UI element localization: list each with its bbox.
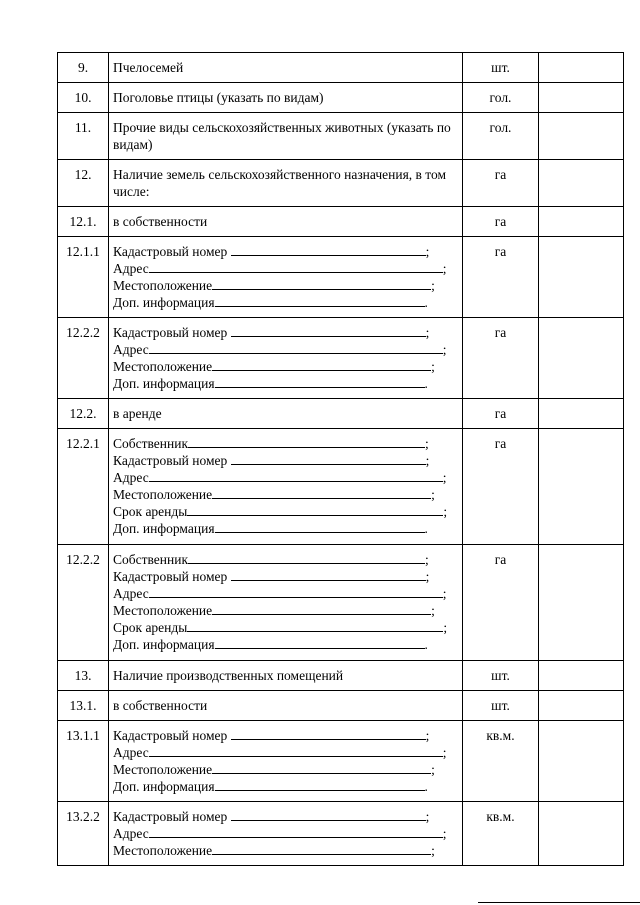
field-terminator: . [424, 376, 428, 391]
field-label: Местоположение [113, 843, 213, 858]
table-row [58, 83, 624, 113]
field-label: Срок аренды [113, 620, 188, 635]
row-unit: га [463, 429, 539, 545]
table-row [58, 429, 624, 545]
field-line [113, 486, 458, 503]
field-terminator: ; [425, 325, 430, 340]
field-terminator: ; [425, 453, 430, 468]
field-label: Адрес [113, 261, 149, 276]
field-line [113, 619, 458, 636]
fill-in-blank[interactable] [187, 503, 443, 516]
fill-in-blank[interactable] [149, 825, 443, 838]
row-value-cell[interactable] [539, 318, 624, 399]
field-line [113, 243, 458, 260]
row-value-cell[interactable] [539, 237, 624, 318]
table-row [58, 318, 624, 399]
fill-in-blank[interactable] [215, 375, 425, 388]
fill-in-blank[interactable] [231, 808, 426, 821]
row-number: 13.1.1 [58, 721, 109, 802]
table-row [58, 802, 624, 866]
row-number: 11. [58, 113, 109, 160]
table-row [58, 160, 624, 207]
table-row [58, 53, 624, 83]
field-line [113, 358, 458, 375]
field-terminator: ; [425, 728, 430, 743]
row-unit: шт. [463, 661, 539, 691]
fill-in-blank[interactable] [215, 520, 425, 533]
fill-in-blank[interactable] [215, 294, 425, 307]
field-line [113, 260, 458, 277]
row-value-cell[interactable] [539, 83, 624, 113]
field-terminator: ; [431, 843, 435, 858]
row-unit: гол. [463, 83, 539, 113]
field-line [113, 761, 458, 778]
row-unit: кв.м. [463, 802, 539, 866]
row-value-cell[interactable] [539, 721, 624, 802]
field-label: Доп. информация [113, 779, 215, 794]
row-number: 12.1.1 [58, 237, 109, 318]
field-label: Адрес [113, 826, 149, 841]
field-label: Местоположение [113, 359, 213, 374]
fill-in-blank[interactable] [231, 452, 426, 465]
field-terminator: ; [431, 278, 435, 293]
field-terminator: ; [442, 586, 447, 601]
fill-in-blank[interactable] [149, 260, 443, 273]
field-line [113, 294, 458, 311]
table-row [58, 721, 624, 802]
row-fields [109, 802, 463, 866]
field-line [113, 585, 458, 602]
field-terminator: ; [431, 359, 435, 374]
field-label: Адрес [113, 745, 149, 760]
field-line [113, 469, 458, 486]
field-line [113, 341, 458, 358]
field-label: Доп. информация [113, 295, 215, 310]
field-line [113, 324, 458, 341]
field-label: Адрес [113, 586, 149, 601]
field-label: Местоположение [113, 762, 213, 777]
row-unit: га [463, 318, 539, 399]
field-line [113, 435, 458, 452]
row-fields [109, 237, 463, 318]
fill-in-blank[interactable] [231, 324, 426, 337]
field-label: Доп. информация [113, 376, 215, 391]
field-label: Доп. информация [113, 521, 215, 536]
field-label: Кадастровый номер [113, 453, 228, 468]
row-unit: га [463, 160, 539, 207]
row-number: 13.2.2 [58, 802, 109, 866]
field-terminator: . [424, 295, 428, 310]
field-line [113, 825, 458, 842]
field-terminator: . [424, 637, 428, 652]
field-terminator: ; [442, 826, 447, 841]
field-line [113, 452, 458, 469]
fill-in-blank[interactable] [149, 469, 443, 482]
field-terminator: ; [425, 552, 429, 567]
fill-in-blank[interactable] [187, 619, 443, 632]
field-label: Кадастровый номер [113, 809, 228, 824]
row-unit: шт. [463, 691, 539, 721]
field-line [113, 551, 458, 568]
footer-rule [478, 902, 640, 903]
field-line [113, 568, 458, 585]
field-label: Кадастровый номер [113, 569, 228, 584]
field-label: Адрес [113, 470, 149, 485]
row-number: 13. [58, 661, 109, 691]
field-label: Срок аренды [113, 504, 188, 519]
field-terminator: ; [431, 487, 435, 502]
fill-in-blank[interactable] [215, 778, 425, 791]
field-label: Местоположение [113, 278, 213, 293]
table-row [58, 545, 624, 661]
field-label: Доп. информация [113, 637, 215, 652]
row-number: 13.1. [58, 691, 109, 721]
field-terminator: ; [442, 342, 447, 357]
field-terminator: ; [442, 470, 447, 485]
field-terminator: ; [443, 504, 448, 519]
table-row [58, 691, 624, 721]
fill-in-blank[interactable] [231, 243, 426, 256]
field-line [113, 727, 458, 744]
table-row [58, 113, 624, 160]
row-value-cell[interactable] [539, 160, 624, 207]
fill-in-blank[interactable] [149, 341, 443, 354]
row-value-cell[interactable] [539, 399, 624, 429]
field-label: Кадастровый номер [113, 728, 228, 743]
field-label: Собственник [113, 436, 189, 451]
row-value-cell[interactable] [539, 661, 624, 691]
row-number: 12.2.2 [58, 545, 109, 661]
table-row [58, 207, 624, 237]
field-terminator: ; [425, 244, 430, 259]
row-value-cell[interactable] [539, 53, 624, 83]
field-line [113, 778, 458, 795]
fill-in-blank[interactable] [212, 602, 431, 615]
row-description: в собственности [109, 207, 463, 237]
row-unit: га [463, 399, 539, 429]
row-value-cell[interactable] [539, 429, 624, 545]
field-line [113, 602, 458, 619]
row-description: Прочие виды сельскохозяйственных животных (указать по видам) [109, 113, 463, 160]
row-number: 12.2. [58, 399, 109, 429]
field-terminator: ; [431, 603, 435, 618]
row-number: 10. [58, 83, 109, 113]
row-number: 12.2.2 [58, 318, 109, 399]
row-unit: га [463, 545, 539, 661]
fill-in-blank[interactable] [231, 727, 426, 740]
row-fields [109, 721, 463, 802]
field-terminator: ; [443, 620, 448, 635]
row-number: 12.1. [58, 207, 109, 237]
row-description: Поголовье птицы (указать по видам) [109, 83, 463, 113]
row-value-cell[interactable] [539, 207, 624, 237]
row-fields [109, 545, 463, 661]
fill-in-blank[interactable] [215, 636, 425, 649]
row-fields [109, 318, 463, 399]
field-label: Собственник [113, 552, 189, 567]
field-label: Местоположение [113, 487, 213, 502]
fill-in-blank[interactable] [212, 358, 431, 371]
field-label: Кадастровый номер [113, 325, 228, 340]
fill-in-blank[interactable] [149, 585, 443, 598]
field-line [113, 277, 458, 294]
row-description: Пчелосемей [109, 53, 463, 83]
table-row [58, 661, 624, 691]
field-label: Местоположение [113, 603, 213, 618]
field-line [113, 842, 458, 859]
fill-in-blank[interactable] [188, 435, 425, 448]
fill-in-blank[interactable] [212, 486, 431, 499]
field-terminator: . [424, 521, 428, 536]
fill-in-blank[interactable] [212, 842, 431, 855]
field-terminator: ; [425, 809, 430, 824]
field-line [113, 375, 458, 392]
field-label: Кадастровый номер [113, 244, 228, 259]
row-number: 12.2.1 [58, 429, 109, 545]
row-number: 12. [58, 160, 109, 207]
row-description: в собственности [109, 691, 463, 721]
fill-in-blank[interactable] [231, 568, 426, 581]
form-table [57, 52, 624, 866]
field-line [113, 520, 458, 537]
table-row [58, 399, 624, 429]
field-label: Адрес [113, 342, 149, 357]
field-terminator: ; [442, 745, 447, 760]
row-unit: гол. [463, 113, 539, 160]
row-unit: шт. [463, 53, 539, 83]
field-line [113, 808, 458, 825]
row-value-cell[interactable] [539, 802, 624, 866]
row-fields [109, 429, 463, 545]
row-value-cell[interactable] [539, 113, 624, 160]
row-unit: га [463, 207, 539, 237]
row-unit: кв.м. [463, 721, 539, 802]
field-terminator: . [424, 779, 428, 794]
row-description: в аренде [109, 399, 463, 429]
fill-in-blank[interactable] [188, 551, 425, 564]
row-value-cell[interactable] [539, 691, 624, 721]
field-line [113, 636, 458, 653]
field-line [113, 744, 458, 761]
row-value-cell[interactable] [539, 545, 624, 661]
field-terminator: ; [425, 436, 429, 451]
field-terminator: ; [442, 261, 447, 276]
table-row [58, 237, 624, 318]
field-terminator: ; [425, 569, 430, 584]
fill-in-blank[interactable] [212, 761, 431, 774]
row-description: Наличие производственных помещений [109, 661, 463, 691]
field-line [113, 503, 458, 520]
row-description: Наличие земель сельскохозяйственного назначения, в том числе: [109, 160, 463, 207]
field-terminator: ; [431, 762, 435, 777]
row-number: 9. [58, 53, 109, 83]
fill-in-blank[interactable] [149, 744, 443, 757]
row-unit: га [463, 237, 539, 318]
fill-in-blank[interactable] [212, 277, 431, 290]
